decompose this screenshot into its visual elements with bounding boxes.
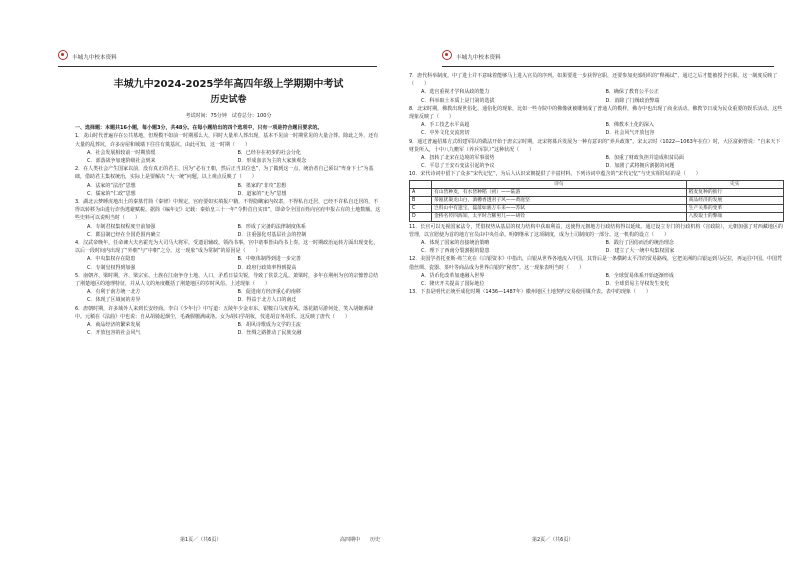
question-stem: 10．宋代诗词中留下了众多“宋代记忆”，为后人认识宋朝提供了丰富材料。下列诗词中蕴含的“宋代记忆”与史实相印证的是（ ） <box>409 171 701 178</box>
option-item: A．手工技艺水平高超 <box>421 122 470 129</box>
table-cell: A <box>410 188 432 196</box>
question-stem: 9．通过普遍招募方式组建军队的做法开始于唐玄宗时期，北宋将募兵发展为一种有意识的“养兵政策”。宋太宗时（1022—1063年在位）时，大臣富弼曾说：“自来天下财货所入，十中八九赡军（养兵军队）”这种状况（ ） <box>409 138 781 153</box>
option-item: B．加重了财政负担并造成积贫局面 <box>605 155 684 162</box>
option-item: A．法家的“法治”思想 <box>87 182 136 189</box>
table-cell: 稻麦复种的推行 <box>686 188 783 196</box>
table-cell: D <box>410 213 432 221</box>
school-seal-icon <box>442 50 452 60</box>
table-cell: 岂料山中有遗宝，磊落如骏万车来——苏轼 <box>431 205 686 213</box>
table-cell: 有山皆种麦，有水皆种稻（初）——陆游 <box>431 188 686 196</box>
page-header-right <box>442 44 774 66</box>
header-divider <box>58 66 377 67</box>
question-item <box>409 255 784 288</box>
question-stem: 8．北宋时期，佛教出现世俗化、通俗化的现象，比如一些寺院中的佛像就被雕刻成了普通人的模样，佛寺中也出现了商业活动，佛教节日成为民众重要的娱乐活动。这些现象反映了（ ） <box>409 105 783 121</box>
exam-title: 丰城九中2024-2025学年高四年级上学期期中考试 <box>113 79 344 90</box>
question-options <box>409 121 784 137</box>
question-options <box>409 272 784 288</box>
question-list-right <box>409 72 784 296</box>
table-header-cell: 诗句 <box>431 180 686 188</box>
poem-table <box>409 180 784 222</box>
question-stem: 1．龙山时代普遍存在公共墓地，但规模不如前一时期那么大，同时大量单人葬出现，基本不见前一时期常见的大量合葬。除此之外，还有大量的乱葬坑，许多房屋和城墙下往往有奠基坑。由此可知，这一时期（ ） <box>75 133 379 148</box>
option-item: D．全球贸易主导权发生变化 <box>605 281 670 288</box>
question-stem: 7．唐代科举制度，中了进士并不意味着能够马上进入官员的序列。如果要进一步获得官职，还要参加吏部组织的“释褐试”，通过之后才能被授予官职。这一制度反映了（ ） <box>409 73 778 88</box>
option-item: D．道家的“无为”思想 <box>237 190 287 197</box>
footer-page-right: 第2页／（共6页） <box>532 537 574 543</box>
option-item: C．平息了王安石变法引起的争议 <box>421 163 495 170</box>
table-row <box>410 188 784 196</box>
option-item: C．专制皇权得到加强 <box>87 264 136 271</box>
option-item: D．消除了门阀政治弊端 <box>605 97 660 104</box>
option-item: C．中外文化交流密切 <box>421 130 470 137</box>
header-brand: 丰城九中校本资料 <box>72 55 117 61</box>
exam-meta: 考试时间：75分钟 试卷总分：100分 <box>185 113 272 119</box>
option-item: C．体现了区域间的差异 <box>87 297 141 304</box>
option-item: B．践行了因俗而治的统治理念 <box>605 240 674 247</box>
question-stem: 6．唐朝时期，许多域外人来到长安经商。李白《少年行》中写道：五陵年少金市东，银鞍白马度春风。落花踏尽游何处，笑入胡姬酒肆中。元稹在《法曲》中也说：自从胡骑起烟尘，毛毳腥膻满咸洛。女为胡妇学胡妆，伎进胡音务胡乐。这反映了唐代（ ） <box>75 305 374 320</box>
question-item <box>409 105 784 138</box>
question-options <box>75 182 382 198</box>
option-item: C．开放包容的社会风气 <box>87 330 141 337</box>
header-divider <box>442 66 774 67</box>
question-stem: 2．在人类社会产生国家以前，没有真正的君主，因为“必有王朝，然后正当其位也”，为了做到这一点，统治者自己须以“卑身下士”为基础，借助君主集权统治，实际上是要解决 “大一统”问题。以上观点反映了（ ） <box>75 166 374 181</box>
option-item: A．扭转了北宋在边境的军事弱势 <box>421 155 495 162</box>
option-item: D．注重强化对基层社会的控制 <box>237 231 307 238</box>
table-row <box>410 213 784 221</box>
option-item: A．中央集权存在隐患 <box>87 256 136 263</box>
question-options <box>75 321 382 337</box>
option-item: B．墨家的“非攻”思想 <box>237 182 287 189</box>
question-item <box>75 239 382 272</box>
question-item <box>409 170 784 221</box>
table-row <box>410 197 784 205</box>
question-item <box>409 72 784 105</box>
exam-subtitle: 历史试卷 <box>210 95 247 105</box>
table-cell: B <box>410 197 432 205</box>
option-item: A．商品经济的繁荣发展 <box>87 322 141 329</box>
question-stem: 13．下表是明代正统至成化时期（1436—1487年）徽州地区土地契约交易使用媒介表。表中的现象（ ） <box>409 289 651 296</box>
question-item <box>409 138 784 171</box>
footer-page-left: 第1页／（共6页） <box>180 537 222 543</box>
question-item <box>75 272 382 305</box>
table-header-cell: 史实 <box>686 180 783 188</box>
header-brand: 丰城九中校本资料 <box>456 55 501 61</box>
option-item: B．确保了教育公平公正 <box>605 89 659 96</box>
question-list-left <box>75 132 382 337</box>
option-item: B．中枢体制得到进一步完善 <box>237 256 301 263</box>
question-stem: 11．长官可以无视国家法令，凭借权势从基层的权力结构中获取利益，这使得元朝地方行政结构得以延续。通过设立专门的行政机构（宣政院），元朝加强了对西藏地区的管理，以宣慰使为首的地方官员由中央任命。明朝继承了这项制度，成为土司制度的一部分。这一机构的设立（ ） <box>409 223 783 238</box>
option-item: A．有利于南方统一北方 <box>87 289 141 296</box>
question-stem: 4．汉武帝晚年，任命谏大夫名霍光为大司马大将军，受遗诏辅政，领尚书事，宫中诸事皆由尚书上奏。这一时期政治运转方面出现变化，以后一段时间内出现了“外朝”与“中朝”之分。这一现象“成为常制”的原因是（ ） <box>75 240 379 255</box>
option-item: C．郡县制已经在全国范围内确立 <box>87 231 161 238</box>
option-item: C．隆庆开关提高了国际地位 <box>421 281 485 288</box>
option-item: B．形成了完备的法律制度体系 <box>237 223 306 230</box>
question-item <box>75 132 382 165</box>
question-options <box>75 288 382 304</box>
option-item: B．全球贸易体系开始逐渐形成 <box>605 272 674 279</box>
option-item: A．体现了国家的直接统治策略 <box>421 240 490 247</box>
footer-center: 高四期中 历史 <box>340 537 381 543</box>
option-item: B．促进南方经济重心的南移 <box>237 289 301 296</box>
option-item: B．佛教本土化的深入 <box>605 122 654 129</box>
option-item: C．科举取士本质上是门第的选拔 <box>421 97 495 104</box>
question-item <box>409 288 784 296</box>
question-options <box>409 154 784 170</box>
option-item: D．丝绸之路推动了民族交融 <box>237 330 302 337</box>
page-header <box>58 44 377 66</box>
question-item <box>75 198 382 239</box>
option-item: A．货币化改革加速融入世界 <box>421 272 485 279</box>
question-options <box>75 149 382 165</box>
option-item: D．社会风气开放包容 <box>605 130 655 137</box>
school-seal-icon <box>58 50 68 60</box>
table-cell: 金桥名传四海知，太平时合稀男儿——胡铨 <box>431 213 686 221</box>
table-cell: 茶瓯犹凝龙山白，酒樽香透君子风——黄庭坚 <box>431 197 686 205</box>
question-options <box>409 88 784 104</box>
option-item: D．政府行政效率得到提高 <box>237 264 297 271</box>
table-header-cell <box>410 180 432 188</box>
option-item: B．已经存在初步的社会分化 <box>237 149 301 156</box>
option-item: C．儒家的“仁政”思想 <box>87 190 136 197</box>
option-item: C．部落战争加速阶级社会到来 <box>87 158 156 165</box>
option-item: D．得益于北方人口的南迁 <box>237 297 297 304</box>
question-stem: 5．南朝齐、梁时期，齐、梁宗室、士族在江南争夺土地、人口，矛盾日益尖锐，导致了侯景之乱。萧梁时，多年在荆州为官的宗懔曾总结了荆楚地区的地理特征，并从人文的角度概括了荆楚地区的岁时风俗。上述现象（ ） <box>75 272 379 288</box>
question-item <box>75 165 382 198</box>
table-cell: 八股取士的弊端 <box>686 213 783 221</box>
table-cell: 商品经济的发展 <box>686 197 783 205</box>
option-item: D．加剧了武将拥兵割据的问题 <box>605 163 675 170</box>
option-item: A．选官重视才学和从政的能力 <box>421 89 490 96</box>
section-heading: 一、选择题：本题共16小题，每小题3分，共48分。在每小题给出的四个选项中，只有一项是符合题目要求的。 <box>75 125 323 132</box>
option-item: D．形成血亲为主的大家族观念 <box>237 158 307 165</box>
table-row <box>410 205 784 213</box>
option-item: B．胡风诗歌成为文学的主流 <box>237 322 301 329</box>
question-item <box>409 223 784 256</box>
question-options <box>75 223 382 239</box>
page-right <box>397 0 794 561</box>
option-item: A．专制君权集权程度空前加强 <box>87 223 156 230</box>
question-stem: 12．美国学者托亚斯·弗兰克在《白银资本》中指出，白银从世界各地流入中国，其背后是一条横跨太平洋的贸易路线，它把美洲的白银运到马尼拉，再运往中国。中国凭借丝绸、瓷器、茶叶等商品成为世界白银的“秘窖”。这一现象表明当时（ ） <box>409 256 782 271</box>
option-item: D．建立了大一统中央集权国家 <box>605 248 675 255</box>
question-item <box>75 305 382 338</box>
table-cell: C <box>410 205 432 213</box>
question-options <box>409 239 784 255</box>
table-cell: 生产关系的变革 <box>686 205 783 213</box>
option-item: C．理下了西南分裂割据的隐患 <box>421 248 490 255</box>
option-item: A．社会发展相较前一时期放缓 <box>87 149 156 156</box>
question-stem: 3．湖北云梦睡虎地出土的秦墓竹简《秦律》中规定，官府要如实填报户籍，不得隐瞒家内奴隶，不得私自迁居，已经不许私自迁居的，不得以转移为由进行诈伪逃避赋税。据简《编年记》记载：秦始皇三十一年“令黔首自实田”，即命令全国百姓向官府申报占有的土地数额。这些史料可以说明当时（ ） <box>75 199 381 222</box>
question-options <box>75 255 382 271</box>
right-body <box>409 72 784 531</box>
left-body <box>75 78 382 531</box>
